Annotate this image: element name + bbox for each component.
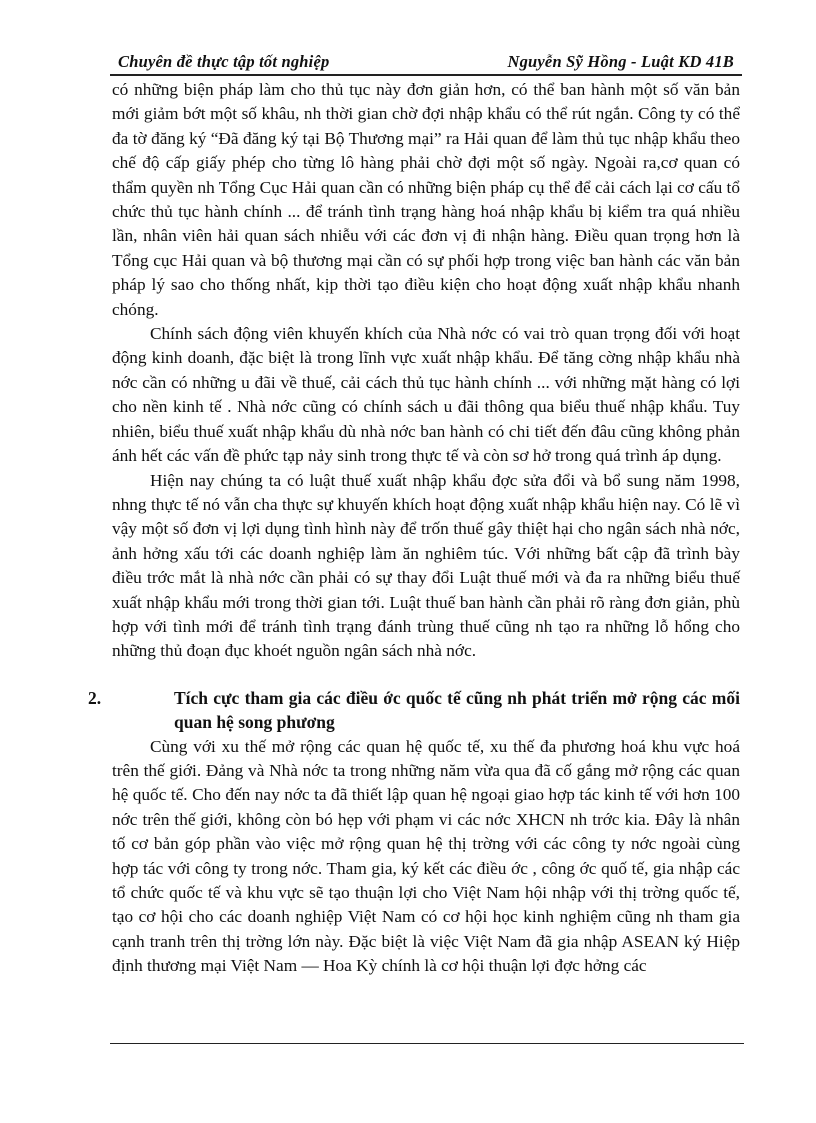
section-paragraph: Cùng với xu thế mở rộng các quan hệ quốc tế, xu thế đa phương hoá khu vực hoá trên thế giới. Đảng và Nhà nớc ta trong những năm vừa qua đã cố gắng mở rộng các quan hệ quốc tế. Cho đến nay nớc ta đã thiết lập quan hệ ngoại giao hợp tác kinh tế với hơn 100 nớc trên thế giới, không còn bó hẹp với phạm vi các nớc XHCN nh trớc kia. Đây là nhân tố cơ bản góp phần vào việc mở rộng quan hệ thị trờng với các công ty nớc ngoài cùng hợp tác với công ty trong nớc. Tham gia, ký kết các điều ớc , công ớc quố tế, gia nhập các tổ chức quốc tế và khu vực sẽ tạo thuận lợi cho Việt Nam hội nhập với thị trờng quốc tế, tạo cơ hội cho các doanh nghiệp Việt Nam có cơ hội học kinh nghiệm cũng nh tham gia cạnh tranh trên thị trờng lớn này. Đặc biệt là việc Việt Nam đã gia nhập ASEAN ký Hiệp định thương mại Việt Nam — Hoa Kỳ chính là cơ hội thuận lợi đợc hởng các xyxy=(112,736,740,976)
page-header xyxy=(110,50,742,76)
section-number: 2. xyxy=(88,687,102,708)
paragraph-3: Hiện nay chúng ta có luật thuế xuất nhập khẩu đợc sửa đổi và bổ sung năm 1998, nhng thực tế nó vẫn cha thực sự khuyến khích hoạt động xuất nhập khẩu hiện nay. Có lẽ vì vậy một số đơn vị lợi dụng tình hình này để trốn thuế gây thiệt hại cho ngân sách nhà nớc, ảnh hởng xấu tới các doanh nghiệp làm ăn nghiêm túc. Với những bất cập đã trình bày điều trớc mắt là nhà nớc cần phải có sự thay đổi Luật thuế mới và đa ra những biểu thuế xuất nhập khẩu mới trong thời gian tới. Luật thuế ban hành cần phải rõ ràng đơn giản, phù hợp với tình mới để tránh tình trạng đánh trùng thuế cũng nh tạo ra những lỗ hổng cho những thủ đoạn đục khoét nguồn ngân sách nhà nớc. xyxy=(112,470,740,661)
paragraph-1: có những biện pháp làm cho thủ tục này đơn giản hơn, có thể ban hành một số văn bản mới giảm bớt một số khâu, nh thời gian chờ đợi nhập khẩu có thể rút ngắn. Công ty có thể đa tờ đăng ký “Đã đăng ký tại Bộ Thương mại” ra Hải quan để làm thủ tục nhập khẩu theo chế độ cấp giấy phép cho từng lô hàng phải chờ đợi một số ngày. Ngoài ra,cơ quan có thẩm quyền nh Tổng Cục Hải quan cần có những biện pháp cụ thể để cải cách lại cơ cấu tổ chức thủ tục hành chính ... để tránh tình trạng hàng hoá nhập khẩu bị kiểm tra quá nhiều lần, nhân viên hải quan sách nhiễu với các đơn vị đi nhận hàng. Điều quan trọng hơn là Tổng cục Hải quan và bộ thương mại cần có sự phối hợp trong việc ban hành các văn bản pháp lý sao cho thống nhất, kịp thời tạo điều kiện cho hoạt động xuất nhập khẩu nhanh chóng. xyxy=(112,80,740,319)
section-heading xyxy=(88,686,740,735)
section-title: Tích cực tham gia các điều ớc quốc tế cũng nh phát triển mở rộng các mối quan hệ song phương xyxy=(174,687,740,733)
paragraph-2: Chính sách động viên khuyến khích của Nhà nớc có vai trò quan trọng đối với hoạt động kinh doanh, đặc biệt là trong lĩnh vực xuất nhập khẩu. Để tăng cờng nhập khẩu nhà nớc cần có những u đãi về thuế, cải cách thủ tục hành chính ... với những mặt hàng có lợi cho nền kinh tế . Nhà nớc cũng có chính sách u đãi thông qua biểu thuế nhập khẩu. Tuy nhiên, biểu thuế xuất nhập khẩu dù nhà nớc ban hành có chi tiết đến đâu cũng không phản ánh hết các vấn đề phức tạp nảy sinh trong thực tế và còn sơ hở trong quá trình áp dụng. xyxy=(112,324,740,466)
header-right-author: Nguyễn Sỹ Hồng - Luật KD 41B xyxy=(507,52,734,71)
header-left-title: Chuyên đề thực tập tốt nghiệp xyxy=(118,52,330,71)
footer-divider xyxy=(110,1043,744,1044)
document-body xyxy=(88,78,740,979)
